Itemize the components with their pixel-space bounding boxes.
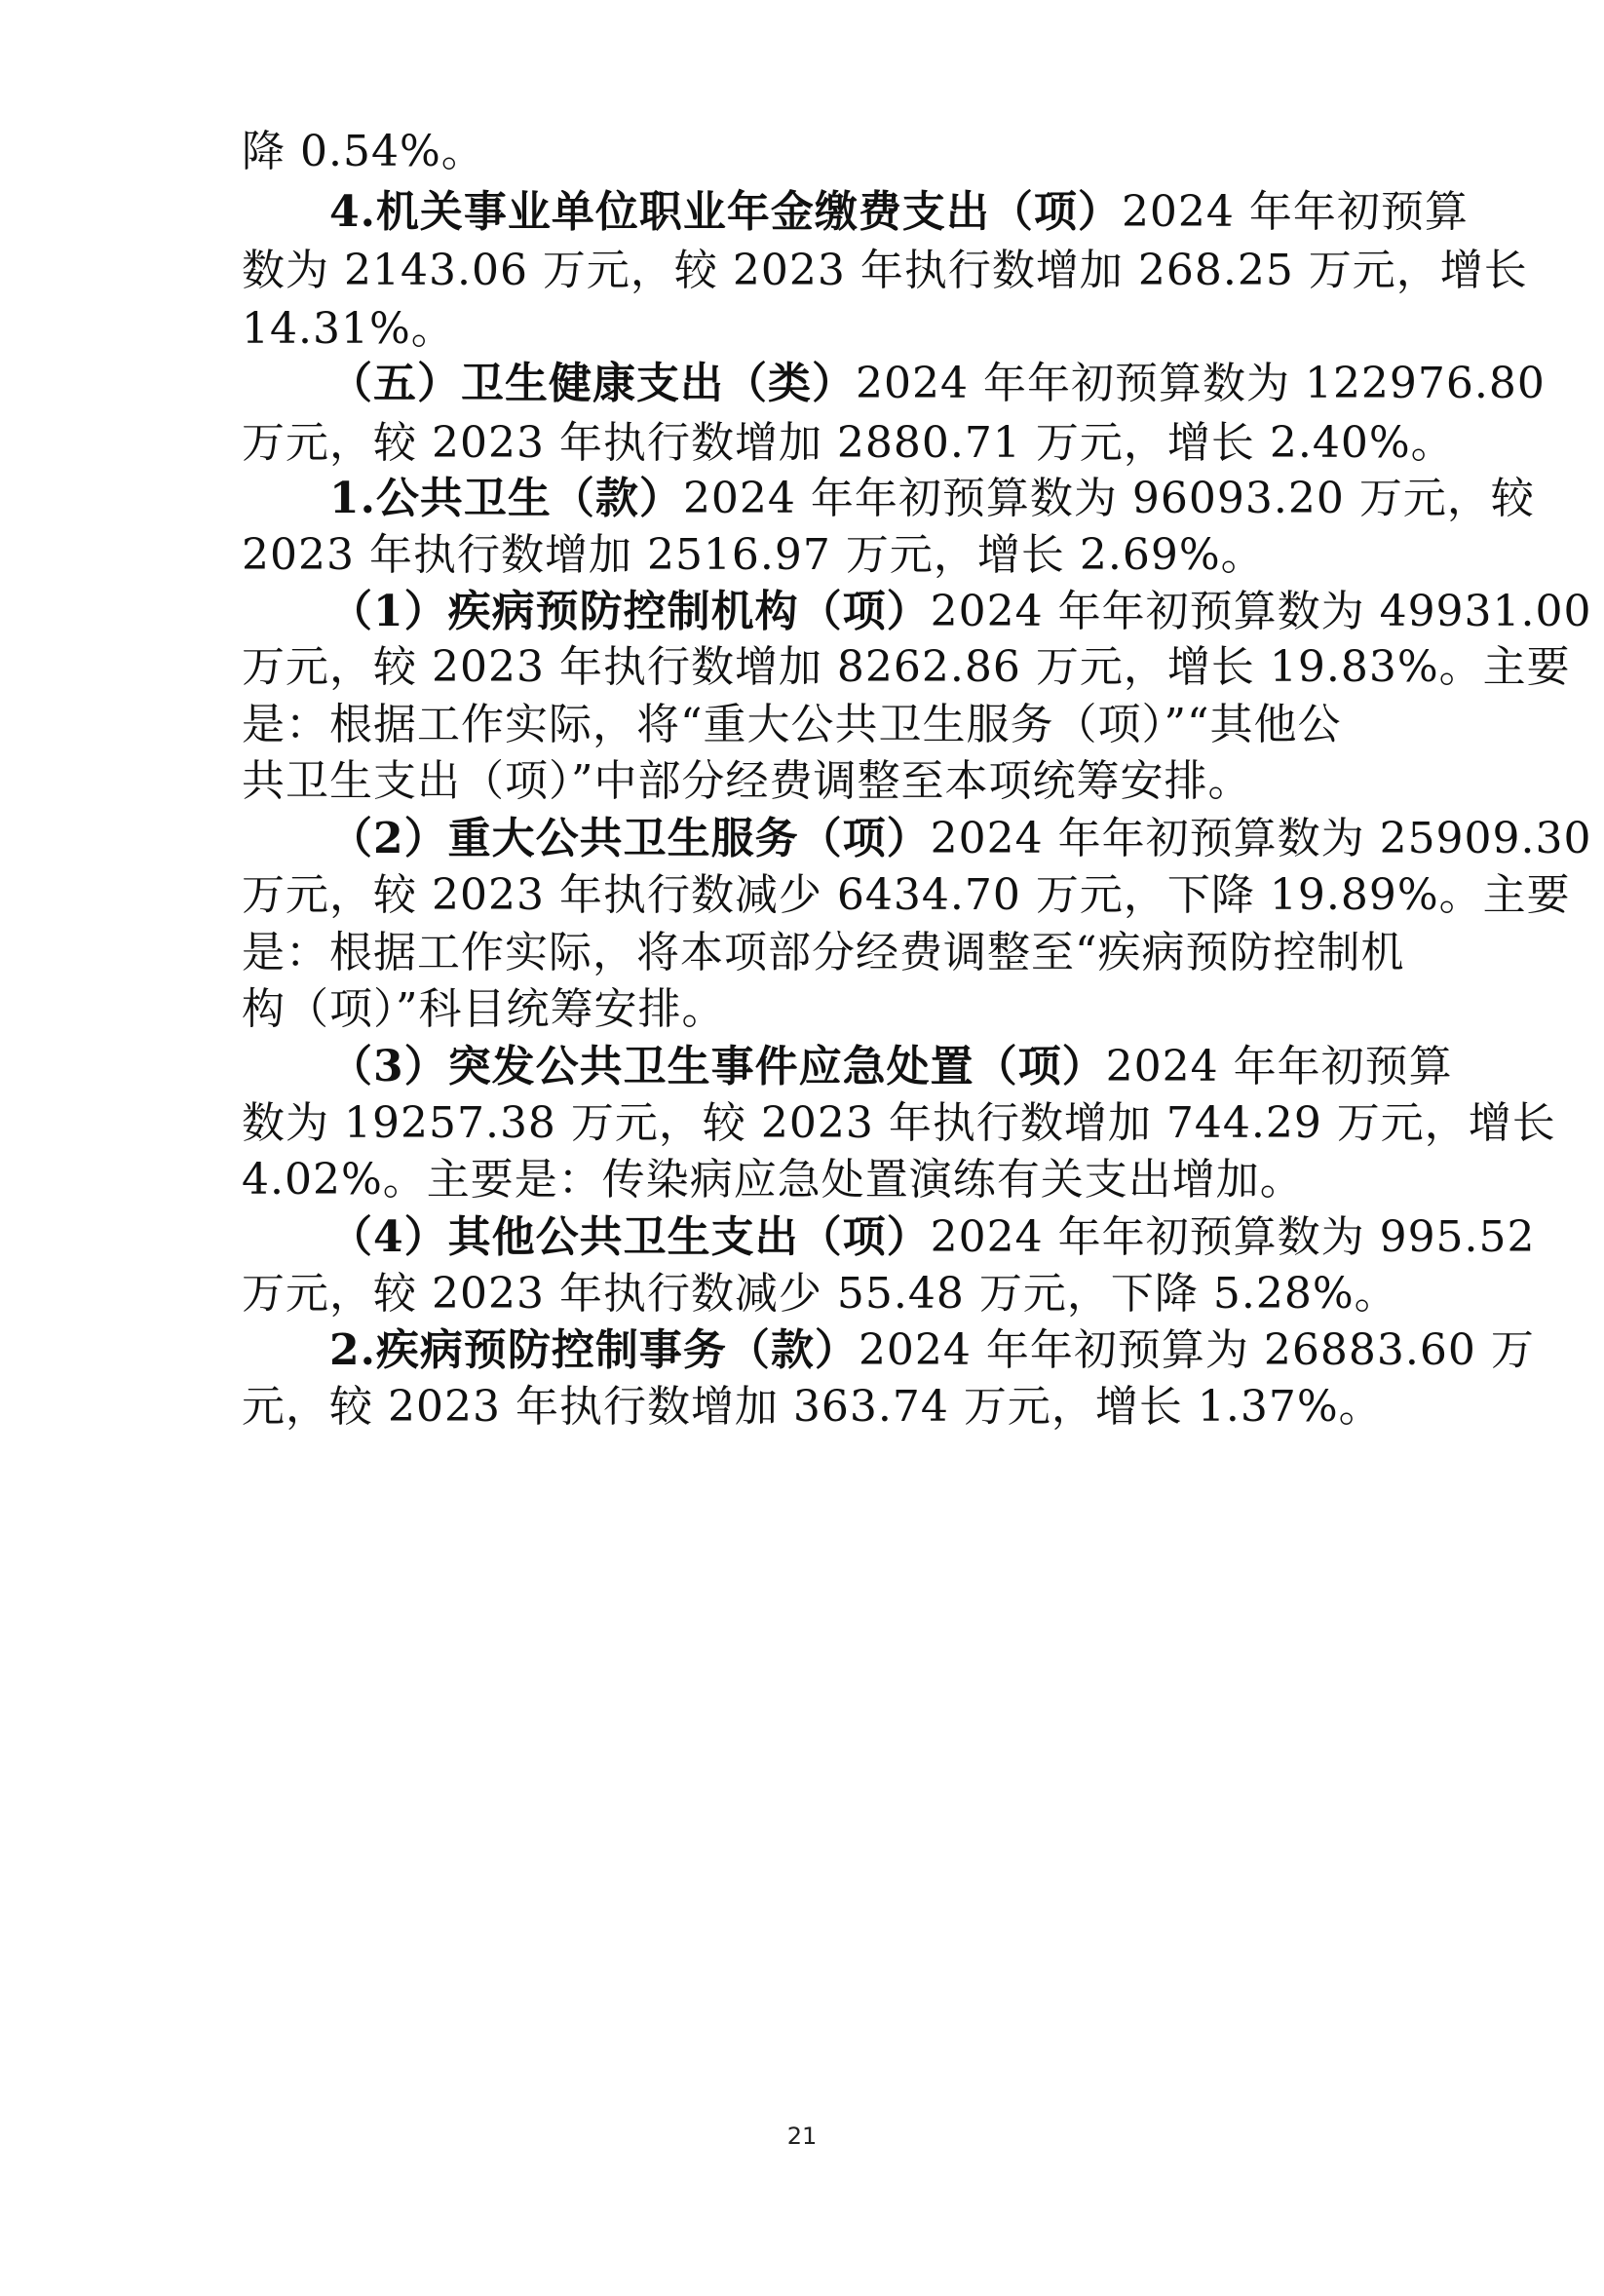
paragraph-line [329, 1208, 1536, 1267]
line-text: 2024 年年初预算数为 25909.30 [930, 814, 1592, 863]
line-text: 2024 年年初预算 [1105, 1042, 1453, 1091]
line-text: 数为 2143.06 万元，较 2023 年执行数增加 268.25 万元，增长 [242, 246, 1528, 295]
paragraph-line [242, 752, 1411, 811]
paragraph-line [242, 1094, 1556, 1153]
paragraph-line [242, 1378, 1411, 1436]
paragraph-line [329, 1038, 1453, 1096]
line-text: 2024 年年初预算数为 49931.00 [930, 587, 1592, 636]
paragraph-heading: （4）其他公共卫生支出（项） [329, 1212, 931, 1262]
line-text: 2024 年年初预算数为 122976.80 [856, 359, 1546, 408]
paragraph-line [329, 470, 1535, 528]
paragraph-line [242, 123, 1411, 181]
paragraph-line [242, 242, 1528, 300]
line-text: 共卫生支出（项）”中部分经费调整至本项统筹安排。 [242, 756, 1252, 806]
line-text: 万元，较 2023 年执行数增加 2880.71 万元，增长 2.40%。 [242, 418, 1455, 468]
line-text: 14.31%。 [242, 304, 455, 354]
paragraph-line [242, 414, 1455, 473]
paragraph-heading: （2）重大公共卫生服务（项） [329, 814, 931, 863]
line-text: 4.02%。主要是：传染病应急处置演练有关支出增加。 [242, 1155, 1304, 1205]
paragraph-line [242, 980, 1411, 1039]
paragraph-line [242, 300, 1411, 359]
paragraph-line [242, 526, 1411, 585]
paragraph-line [329, 583, 1592, 641]
paragraph-heading: （五）卫生健康支出（类） [329, 359, 856, 408]
line-text: 是：根据工作实际，将本项部分经费调整至“疾病预防控制机 [242, 928, 1405, 977]
line-text: 元，较 2023 年执行数增加 363.74 万元，增长 1.37%。 [242, 1382, 1383, 1432]
line-text: 2024 年年初预算 [1121, 187, 1469, 237]
line-text: 2024 年年初预算为 26883.60 万 [858, 1325, 1535, 1375]
paragraph-line [329, 1321, 1535, 1380]
paragraph-line [242, 696, 1411, 754]
line-text: 万元，较 2023 年执行数减少 55.48 万元，下降 5.28%。 [242, 1269, 1398, 1319]
paragraph-line [329, 810, 1592, 868]
line-text: 万元，较 2023 年执行数减少 6434.70 万元，下降 19.89%。主要 [242, 870, 1571, 920]
paragraph-line [242, 1151, 1411, 1209]
paragraph-line [242, 1265, 1411, 1323]
paragraph-line [329, 355, 1546, 413]
paragraph-line [329, 183, 1469, 242]
paragraph-heading: （3）突发公共卫生事件应急处置（项） [329, 1042, 1106, 1091]
paragraph-heading: 4.机关事业单位职业年金缴费支出（项） [329, 187, 1122, 237]
paragraph-line [242, 924, 1411, 982]
line-text: 是：根据工作实际，将“重大公共卫生服务（项）”“其他公 [242, 700, 1342, 749]
paragraph-heading: （1）疾病预防控制机构（项） [329, 587, 931, 636]
paragraph-line [242, 638, 1571, 697]
line-text: 2024 年年初预算数为 96093.20 万元，较 [682, 474, 1535, 523]
line-text: 构（项）”科目统筹安排。 [242, 984, 726, 1034]
line-text: 万元，较 2023 年执行数增加 8262.86 万元，增长 19.83%。主要 [242, 642, 1571, 692]
paragraph-heading: 2.疾病预防控制事务（款） [329, 1325, 859, 1375]
line-text: 降 0.54%。 [242, 127, 485, 176]
paragraph-heading: 1.公共卫生（款） [329, 474, 683, 523]
line-text: 2024 年年初预算数为 995.52 [930, 1212, 1536, 1262]
line-text: 2023 年执行数增加 2516.97 万元，增长 2.69%。 [242, 530, 1265, 580]
line-text: 数为 19257.38 万元，较 2023 年执行数增加 744.29 万元，增长 [242, 1098, 1556, 1148]
paragraph-line [242, 866, 1571, 925]
page-number: 21 [786, 2123, 818, 2150]
